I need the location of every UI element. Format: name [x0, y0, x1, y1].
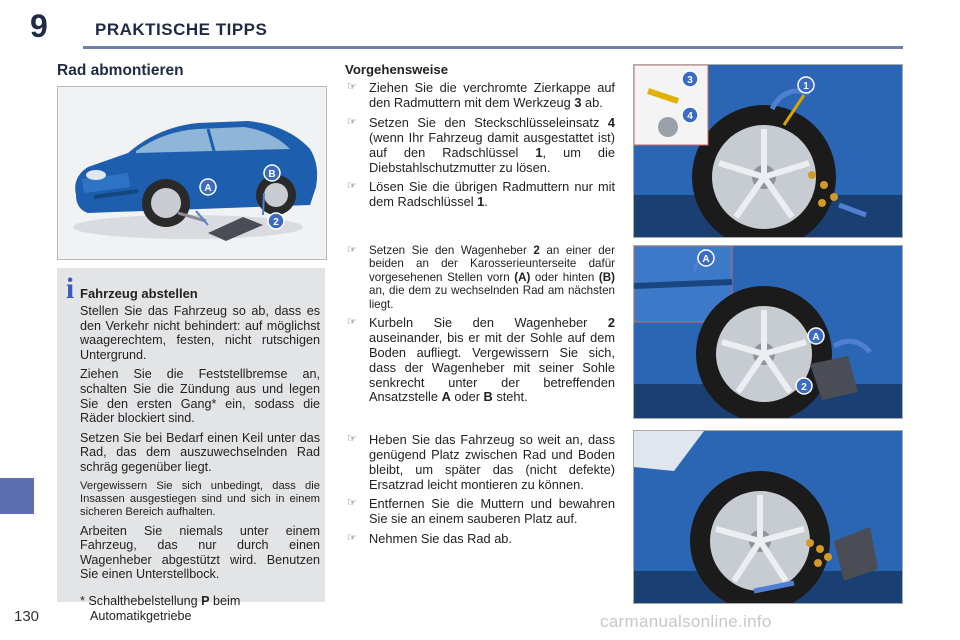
footnote: [80, 594, 320, 623]
label-b: B: [268, 169, 276, 180]
step-bold: 1: [477, 194, 485, 210]
step-text: Nehmen Sie das Rad ab.: [369, 531, 512, 547]
photo-wheel-removal: [633, 430, 903, 604]
label-3: 3: [687, 75, 693, 86]
label-2: 2: [801, 382, 807, 393]
footnote-bold: P: [201, 593, 210, 608]
info-paragraph: Setzen Sie bei Bedarf einen Keil unter das Rad, das dem auszuwechselnden Rad schräg gegenüber liegt.: [80, 430, 320, 475]
label-a: A: [702, 254, 710, 265]
info-paragraph: Vergewissern Sie sich unbedingt, dass die Insassen ausgestiegen sind und sich in einem sicheren Bereich aufhalten.: [80, 479, 320, 518]
hand-bullet-icon: ☞: [347, 81, 357, 94]
step-text: Entfernen Sie die Muttern und bewahren Sie sie an einem sauberen Platz auf.: [369, 496, 615, 527]
info-paragraph: Stellen Sie das Fahrzeug so ab, dass es den Verkehr nicht behindert: auf möglichst waagerechtem, festen, nicht rutschigen Untergrund.: [80, 304, 320, 362]
hand-bullet-icon: ☞: [347, 244, 357, 256]
step-item: [345, 433, 615, 492]
step-bold: (A): [514, 270, 531, 284]
label-4: 4: [687, 111, 693, 122]
info-icon: i: [65, 272, 75, 305]
step-bold: 1: [535, 144, 543, 160]
step-bold: 3: [574, 95, 582, 111]
step-bold: A: [441, 389, 451, 405]
info-paragraph: Ziehen Sie die Feststellbremse an, schalten Sie die Zündung aus und legen Sie den ersten Gang* ein, sodass die Räder blockiert sind.: [80, 367, 320, 426]
label-a: A: [204, 183, 212, 194]
chapter-side-tab: [0, 478, 34, 514]
chapter-number: 9: [30, 8, 48, 44]
label-1: 1: [803, 81, 809, 92]
step-text: an einer der beiden an der Karosserieunterseite dafür vorgesehenen Stellen vorn: [369, 244, 615, 284]
step-item: [345, 316, 615, 405]
step-bold: 4: [607, 115, 615, 130]
step-item: [345, 244, 615, 311]
step-bold: 2: [533, 244, 540, 257]
info-content: [80, 286, 320, 623]
photo-wheel-nuts: [633, 64, 903, 238]
info-heading: Fahrzeug abstellen: [80, 286, 198, 301]
label-2: 2: [273, 217, 279, 228]
hand-bullet-icon: ☞: [347, 497, 357, 510]
info-paragraph: Arbeiten Sie niemals unter einem Fahrzeug, das nur durch einen Wagenheber abgestützt wird. Benutzen Sie einen Unterstellbock.: [80, 523, 320, 582]
procedure-block-1: [345, 62, 615, 215]
step-text: an, die dem zu wechselnden Rad am nächsten liegt.: [369, 284, 615, 311]
step-text: , um die Diebstahlschutzmutter zu lösen.: [369, 144, 615, 175]
hand-bullet-icon: ☞: [347, 532, 357, 545]
step-item: [345, 497, 615, 527]
step-text: Setzen Sie den Wagenheber: [369, 244, 534, 257]
step-item: [345, 116, 615, 175]
footnote-text: * Schalthebelstellung: [80, 593, 202, 608]
step-text: Setzen Sie den Steckschlüsseleinsatz: [369, 115, 608, 130]
footnote-text: beim Automatikgetriebe: [90, 593, 241, 623]
step-bold: (B): [598, 270, 615, 284]
procedure-block-2: [345, 244, 615, 410]
header-rule: [83, 46, 903, 49]
step-text: oder hinten: [530, 270, 599, 284]
hand-bullet-icon: ☞: [347, 433, 357, 445]
step-text: ab.: [581, 95, 603, 111]
procedure-heading: Vorgehensweise: [345, 62, 449, 77]
car-illustration: [57, 86, 327, 260]
procedure-block-3: [345, 433, 615, 552]
step-text: steht.: [492, 389, 528, 405]
photo-jack-positioning: [633, 245, 903, 419]
step-item: [345, 532, 615, 547]
section-title: Rad abmontieren: [57, 62, 184, 79]
hand-bullet-icon: ☞: [347, 316, 357, 329]
label-a: A: [812, 332, 820, 343]
watermark: carmanualsonline.info: [600, 612, 772, 631]
page-number: 130: [14, 608, 40, 625]
step-item: [345, 81, 615, 111]
step-text: Kurbeln Sie den Wagenheber: [369, 315, 608, 331]
hand-bullet-icon: ☞: [347, 180, 357, 193]
step-text: Ziehen Sie die verchromte Zierkappe auf den Radmuttern mit dem Werkzeug: [369, 80, 615, 111]
step-bold: B: [483, 389, 493, 405]
step-text: auseinander, bis er mit der Sohle auf dem Boden aufliegt. Vergewissern Sie sich, dass der Wagenheber mit seiner Sohle senkrecht unter der betreffenden Ansatzstelle: [369, 330, 615, 405]
step-text: (wenn Ihr Fahrzeug damit ausgestattet ist) auf den Radschlüssel: [369, 129, 615, 160]
step-text: Heben Sie das Fahrzeug so weit an, dass genügend Platz zwischen Rad und Boden bleibt, um später das (nicht defekte) Ersatzrad leicht montieren zu können.: [369, 432, 615, 492]
step-text: .: [484, 194, 488, 210]
step-item: [345, 180, 615, 210]
hand-bullet-icon: ☞: [347, 116, 357, 128]
chapter-title: PRAKTISCHE TIPPS: [95, 20, 268, 39]
step-text: Lösen Sie die übrigen Radmuttern nur mit dem Radschlüssel: [369, 179, 615, 210]
step-bold: 2: [607, 315, 615, 331]
step-text: oder: [450, 389, 484, 405]
